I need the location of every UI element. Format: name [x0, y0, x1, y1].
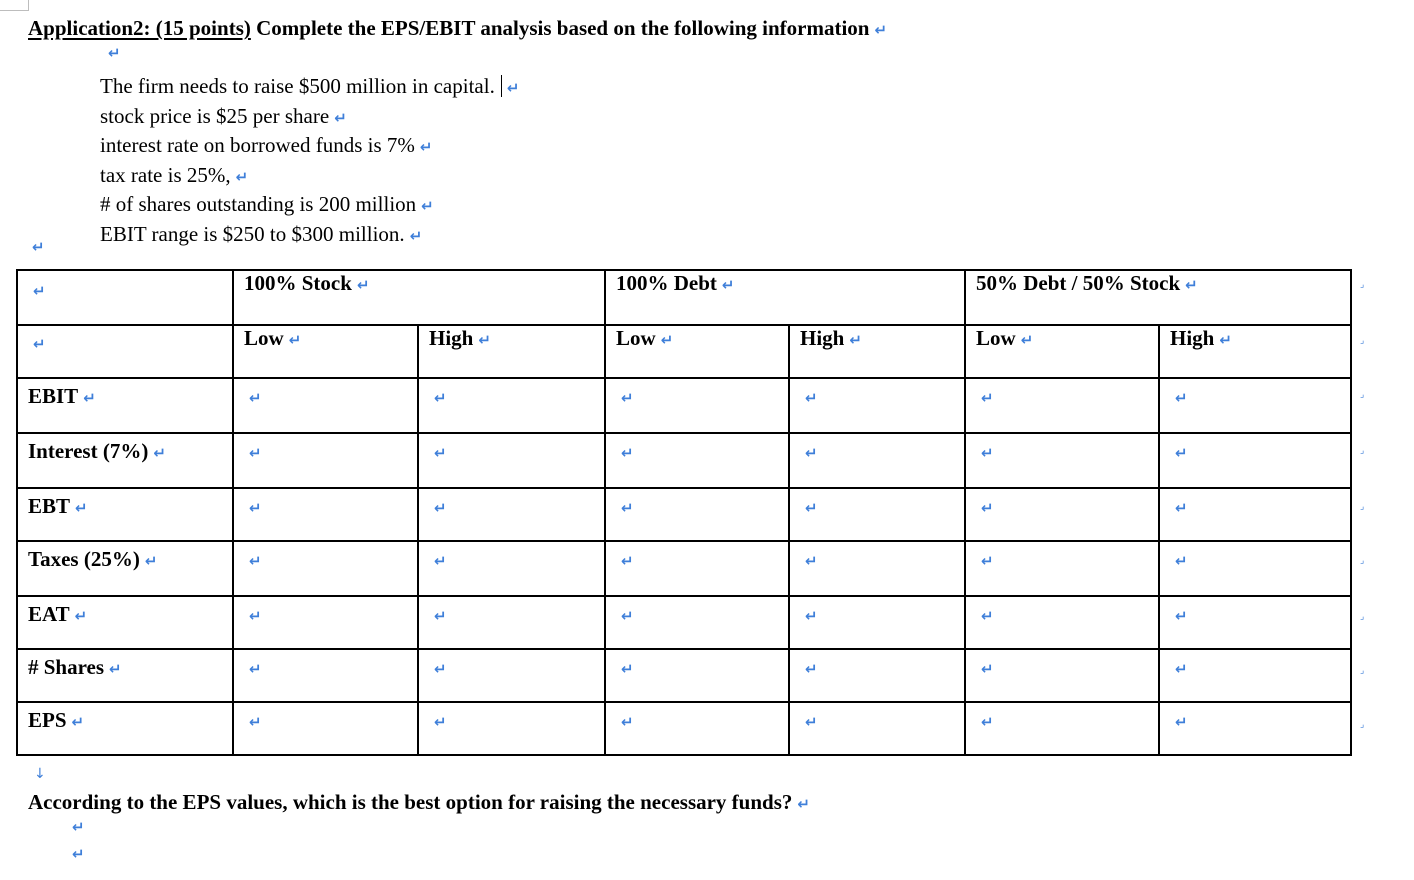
- table-row: [17, 433, 1351, 488]
- paragraph-mark-icon: ↵: [249, 713, 262, 731]
- table-cell[interactable]: [233, 378, 418, 433]
- paragraph-mark-icon: ↵: [478, 331, 491, 349]
- info-line-shares: # of shares outstanding is 200 million ↵: [100, 192, 434, 216]
- paragraph-mark-icon: ↵: [71, 713, 85, 731]
- paragraph-mark-icon: ↵: [621, 552, 634, 570]
- paragraph-mark-icon: ↵: [288, 331, 302, 349]
- paragraph-mark-icon: ↵: [419, 138, 433, 156]
- paragraph-mark-icon: ↵: [621, 713, 634, 731]
- table-cell[interactable]: [418, 649, 605, 702]
- table-cell[interactable]: [965, 541, 1159, 596]
- paragraph-mark-icon: ↵: [874, 21, 888, 39]
- subheader-stock-high: High ↵: [429, 326, 491, 350]
- table-cell[interactable]: [605, 378, 789, 433]
- paragraph-mark-icon: ↵: [249, 389, 262, 407]
- paragraph-mark-icon: ↵: [1175, 499, 1188, 517]
- paragraph-mark-icon: ↵: [74, 607, 88, 625]
- paragraph-mark-icon: ↵: [1175, 389, 1188, 407]
- table-cell[interactable]: [418, 702, 605, 755]
- given-information: [100, 73, 519, 250]
- paragraph-mark-icon: ↵: [75, 499, 88, 517]
- table-cell[interactable]: [965, 596, 1159, 649]
- table-cell[interactable]: [1159, 488, 1351, 541]
- table-cell[interactable]: [965, 649, 1159, 702]
- row-label: Interest (7%) ↵: [28, 439, 166, 463]
- paragraph-mark-icon: ↵: [1175, 552, 1188, 570]
- table-cell[interactable]: [789, 433, 965, 488]
- paragraph-mark-icon: ↵: [334, 108, 347, 127]
- row-label: # Shares ↵: [28, 655, 122, 679]
- table-cell[interactable]: [605, 488, 789, 541]
- table-cell[interactable]: [1159, 702, 1351, 755]
- paragraph-mark-icon: ↵: [153, 444, 166, 462]
- row-label: EPS ↵: [28, 708, 85, 732]
- text-cursor: [501, 75, 502, 97]
- table-cell[interactable]: [233, 702, 418, 755]
- paragraph-mark-icon: ↵: [249, 444, 262, 462]
- paragraph-mark-icon: ↵: [721, 276, 735, 294]
- paragraph-mark-icon: ↵: [72, 818, 85, 836]
- table-cell[interactable]: [789, 649, 965, 702]
- row-end-mark-icon: ⌟: [1360, 502, 1365, 512]
- table-cell[interactable]: [233, 541, 418, 596]
- row-end-mark-icon: ⌟: [1360, 556, 1365, 566]
- table-cell[interactable]: [1159, 649, 1351, 702]
- info-line-ebit-range: EBIT range is $250 to $300 million. ↵: [100, 221, 423, 246]
- info-line-stock-price: stock price is $25 per share ↵: [100, 103, 347, 128]
- paragraph-mark-icon: ↵: [356, 276, 370, 294]
- table-cell[interactable]: [965, 488, 1159, 541]
- paragraph-mark-icon: ↵: [621, 389, 634, 407]
- subheader-mixed-high: High ↵: [1170, 326, 1232, 350]
- paragraph-mark-icon: ↵: [981, 713, 994, 731]
- paragraph-mark-icon: ↵: [108, 44, 121, 62]
- paragraph-mark-icon: ↵: [981, 660, 994, 678]
- table-cell[interactable]: [418, 596, 605, 649]
- application-heading: [28, 16, 887, 41]
- paragraph-mark-icon: ↵: [434, 389, 447, 407]
- paragraph-mark-icon: ↵: [1219, 331, 1232, 349]
- paragraph-mark-icon: ↵: [805, 713, 818, 731]
- row-label: EBT ↵: [28, 494, 88, 518]
- paragraph-mark-icon: ↵: [805, 660, 818, 678]
- group-header-mixed: 50% Debt / 50% Stock ↵: [976, 271, 1198, 295]
- paragraph-mark-icon: ↵: [981, 607, 994, 625]
- table-cell[interactable]: [418, 433, 605, 488]
- subheader-stock-low: Low ↵: [244, 326, 302, 350]
- paragraph-mark-icon: ↵: [249, 499, 262, 517]
- paragraph-mark-icon: ↵: [434, 499, 447, 517]
- paragraph-mark-icon: ↵: [32, 238, 45, 256]
- table-cell[interactable]: [1159, 378, 1351, 433]
- paragraph-mark-icon: ↵: [805, 552, 818, 570]
- paragraph-mark-icon: ↵: [506, 79, 520, 97]
- paragraph-mark-icon: ↵: [805, 444, 818, 462]
- table-cell[interactable]: [789, 378, 965, 433]
- info-line-interest-rate: interest rate on borrowed funds is 7% ↵: [100, 133, 433, 157]
- paragraph-mark-icon: ↵: [434, 660, 447, 678]
- info-line-tax-rate: tax rate is 25%, ↵: [100, 162, 249, 187]
- paragraph-mark-icon: ↵: [621, 660, 634, 678]
- table-cell[interactable]: [965, 378, 1159, 433]
- table-cell[interactable]: [1159, 596, 1351, 649]
- table-cell[interactable]: [789, 702, 965, 755]
- page-corner-mark: [0, 0, 29, 11]
- table-cell[interactable]: [418, 378, 605, 433]
- row-label: EAT ↵: [28, 602, 88, 626]
- paragraph-mark-icon: ↵: [144, 552, 158, 570]
- table-cell[interactable]: [1159, 433, 1351, 488]
- table-subheader-row: [17, 325, 1351, 378]
- paragraph-mark-icon: ↵: [797, 795, 810, 813]
- paragraph-mark-icon: ↵: [249, 660, 262, 678]
- paragraph-mark-icon: ↵: [1175, 660, 1188, 678]
- paragraph-mark-icon: ↵: [434, 713, 447, 731]
- table-row: [17, 378, 1351, 433]
- paragraph-mark-icon: ↵: [621, 444, 634, 462]
- paragraph-mark-icon: ↵: [409, 226, 423, 245]
- paragraph-mark-icon: ↵: [421, 197, 434, 215]
- table-cell[interactable]: [605, 541, 789, 596]
- row-label: Taxes (25%) ↵: [28, 547, 158, 571]
- paragraph-mark-icon: ↵: [434, 552, 447, 570]
- paragraph-mark-icon: ↵: [1185, 276, 1198, 294]
- paragraph-mark-icon: ↵: [621, 607, 634, 625]
- heading-text: Complete the EPS/EBIT analysis based on the following information: [250, 16, 870, 40]
- question-text: According to the EPS values, which is the best option for raising the necessary funds? ↵: [28, 790, 810, 814]
- row-end-mark-icon: ⌟: [1360, 280, 1365, 290]
- arrow-down-icon: ↓: [34, 766, 46, 782]
- subheader-debt-low: Low ↵: [616, 326, 674, 350]
- paragraph-mark-icon: ↵: [621, 499, 634, 517]
- paragraph-mark-icon: ↵: [1175, 444, 1188, 462]
- table-cell[interactable]: [605, 596, 789, 649]
- group-header-debt: 100% Debt ↵: [616, 271, 735, 295]
- table-group-header-row: [17, 270, 1351, 325]
- table-cell[interactable]: [965, 702, 1159, 755]
- table-row: [17, 488, 1351, 541]
- row-end-mark-icon: ⌟: [1360, 446, 1365, 456]
- paragraph-mark-icon: ↵: [849, 331, 862, 349]
- table-cell[interactable]: [418, 541, 605, 596]
- table-row: [17, 702, 1351, 755]
- paragraph-mark-icon: ↵: [1175, 607, 1188, 625]
- table-cell[interactable]: [418, 488, 605, 541]
- table-cell[interactable]: [233, 649, 418, 702]
- table-cell[interactable]: [789, 488, 965, 541]
- paragraph-mark-icon: ↵: [83, 389, 96, 407]
- table-cell[interactable]: [605, 702, 789, 755]
- paragraph-mark-icon: ↵: [72, 845, 85, 863]
- row-end-mark-icon: ⌟: [1360, 666, 1365, 676]
- table-cell[interactable]: [233, 433, 418, 488]
- paragraph-mark-icon: ↵: [434, 444, 447, 462]
- paragraph-mark-icon: ↵: [1020, 331, 1034, 349]
- paragraph-mark-icon: ↵: [235, 167, 249, 186]
- paragraph-mark-icon: ↵: [660, 331, 674, 349]
- table-cell[interactable]: [965, 433, 1159, 488]
- paragraph-mark-icon: ↵: [33, 282, 46, 300]
- table-cell[interactable]: [233, 596, 418, 649]
- info-line-capital: The firm needs to raise $500 million in capital. ↵: [100, 74, 520, 98]
- row-label: EBIT ↵: [28, 384, 96, 408]
- paragraph-mark-icon: ↵: [805, 389, 818, 407]
- table-cell[interactable]: [605, 649, 789, 702]
- row-end-mark-icon: ⌟: [1360, 336, 1365, 346]
- paragraph-mark-icon: ↵: [805, 499, 818, 517]
- paragraph-mark-icon: ↵: [249, 607, 262, 625]
- paragraph-mark-icon: ↵: [434, 607, 447, 625]
- paragraph-mark-icon: ↵: [981, 389, 994, 407]
- paragraph-mark-icon: ↵: [1175, 713, 1188, 731]
- paragraph-mark-icon: ↵: [981, 444, 994, 462]
- table-row: [17, 649, 1351, 702]
- eps-ebit-table: [16, 269, 1352, 756]
- paragraph-mark-icon: ↵: [249, 552, 262, 570]
- paragraph-mark-icon: ↵: [981, 499, 994, 517]
- row-end-mark-icon: ⌟: [1360, 612, 1365, 622]
- table-cell[interactable]: [789, 596, 965, 649]
- paragraph-mark-icon: ↵: [981, 552, 994, 570]
- paragraph-mark-icon: ↵: [109, 660, 122, 678]
- group-header-stock: 100% Stock ↵: [244, 271, 370, 295]
- table-row: [17, 541, 1351, 596]
- subheader-mixed-low: Low ↵: [976, 326, 1034, 350]
- table-row: [17, 596, 1351, 649]
- row-end-mark-icon: ⌟: [1360, 390, 1365, 400]
- table-cell[interactable]: [233, 488, 418, 541]
- heading-title: Application2: (15 points): [28, 16, 251, 40]
- paragraph-mark-icon: ↵: [805, 607, 818, 625]
- subheader-debt-high: High ↵: [800, 326, 862, 350]
- table-cell[interactable]: [605, 433, 789, 488]
- paragraph-mark-icon: ↵: [33, 335, 46, 353]
- table-cell[interactable]: [789, 541, 965, 596]
- table-cell[interactable]: [1159, 541, 1351, 596]
- row-end-mark-icon: ⌟: [1360, 720, 1365, 730]
